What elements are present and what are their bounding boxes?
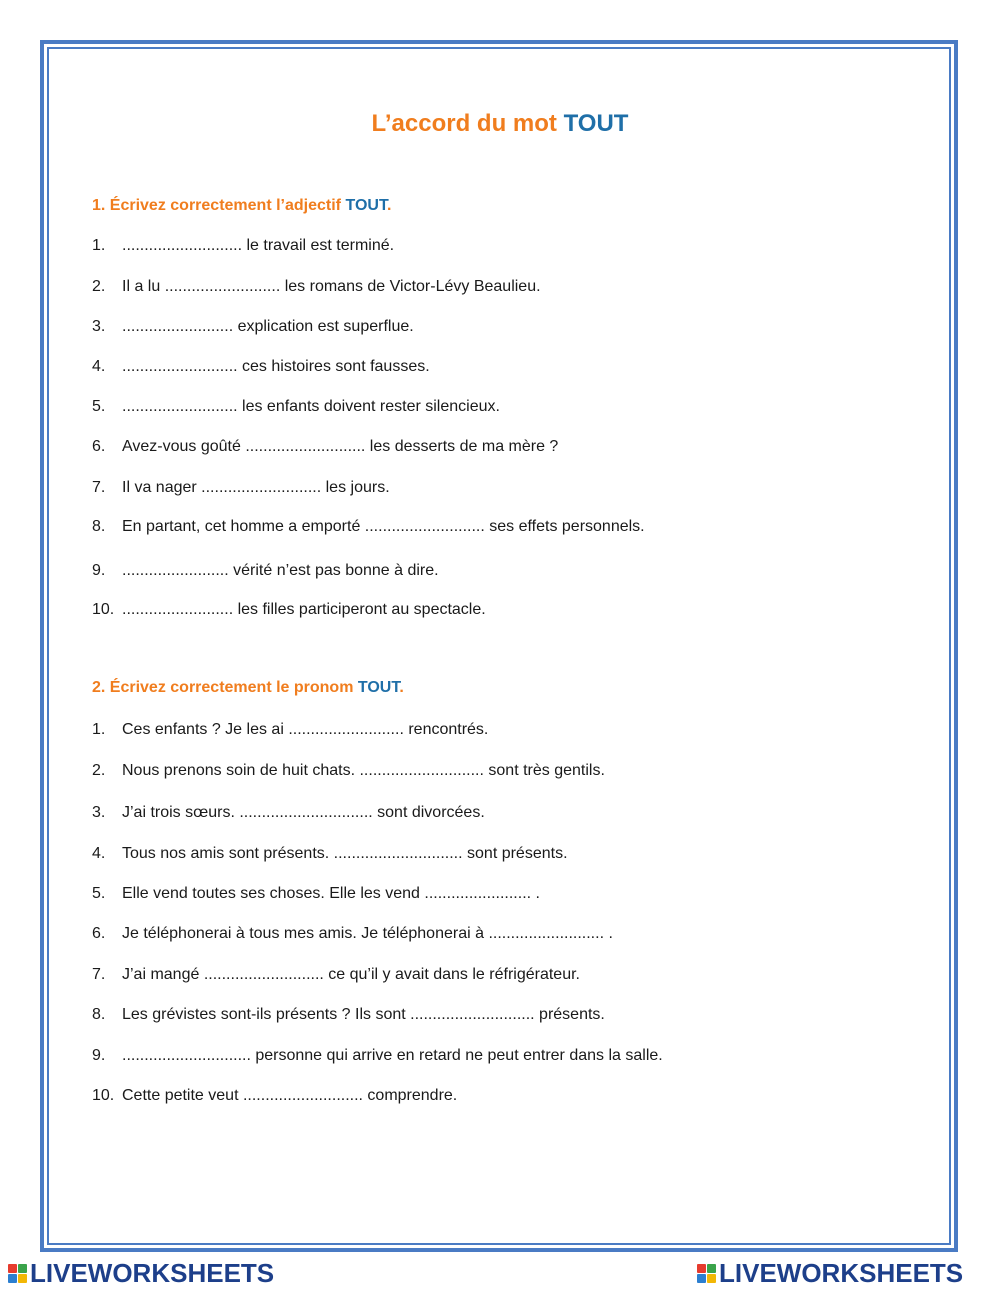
section1-heading-suffix: . bbox=[386, 197, 392, 214]
liveworksheets-mark-icon bbox=[697, 1264, 716, 1283]
item-number: 5. bbox=[92, 885, 106, 902]
item-number: 2. bbox=[92, 762, 106, 779]
item-text: Les grévistes sont-ils présents ? Ils sont ............................ présents. bbox=[122, 1006, 605, 1023]
exercise-item bbox=[92, 1046, 663, 1066]
item-text: Il va nager ........................... les jours. bbox=[122, 479, 390, 496]
item-text: J’ai mangé ........................... ce qu’il y avait dans le réfrigérateur. bbox=[122, 966, 580, 983]
exercise-item bbox=[92, 761, 605, 781]
exercise-item bbox=[92, 924, 613, 944]
item-text: Il a lu .......................... les romans de Victor-Lévy Beaulieu. bbox=[122, 278, 541, 295]
item-number: 6. bbox=[92, 925, 106, 942]
item-number: 2. bbox=[92, 278, 106, 295]
item-text: Nous prenons soin de huit chats. ............................ sont très gentils. bbox=[122, 762, 605, 779]
section2-heading-suffix: . bbox=[399, 679, 404, 696]
exercise-item bbox=[92, 884, 540, 904]
item-text: .......................... ces histoires sont fausses. bbox=[122, 358, 430, 375]
item-text: Avez-vous goûté ........................... les desserts de ma mère ? bbox=[122, 438, 559, 455]
item-text: ......................... explication est superflue. bbox=[122, 318, 414, 335]
item-text: J’ai trois sœurs. .............................. sont divorcées. bbox=[122, 804, 485, 821]
item-number: 1. bbox=[92, 721, 106, 738]
logo-text-right: LIVEWORKSHEETS bbox=[719, 1257, 964, 1288]
exercise-item bbox=[92, 357, 430, 377]
item-text: Cette petite veut ........................... comprendre. bbox=[122, 1087, 458, 1104]
item-text: .......................... les enfants doivent rester silencieux. bbox=[122, 398, 500, 415]
section2-heading bbox=[92, 679, 404, 697]
item-text: En partant, cet homme a emporté ........................... ses effets personnels. bbox=[122, 518, 645, 535]
item-text: ............................. personne qui arrive en retard ne peut entrer dans la salle. bbox=[122, 1047, 663, 1064]
section1-heading-highlight: TOUT bbox=[345, 197, 387, 214]
item-text: ........................... le travail est terminé. bbox=[122, 237, 395, 254]
item-number: 1. bbox=[92, 237, 106, 254]
item-text: Je téléphonerai à tous mes amis. Je téléphonerai à .......................... . bbox=[122, 925, 613, 942]
item-number: 8. bbox=[92, 1006, 106, 1023]
exercise-item bbox=[92, 965, 580, 985]
exercise-item bbox=[92, 1086, 457, 1106]
item-number: 4. bbox=[92, 845, 106, 862]
item-number: 7. bbox=[92, 966, 106, 983]
title-highlight: TOUT bbox=[563, 110, 629, 137]
section2-heading-highlight: TOUT bbox=[357, 679, 400, 696]
exercise-item bbox=[92, 1005, 605, 1025]
item-text: Ces enfants ? Je les ai .......................... rencontrés. bbox=[122, 721, 489, 738]
exercise-item bbox=[92, 317, 414, 337]
exercise-item bbox=[92, 720, 488, 740]
item-number: 3. bbox=[92, 318, 106, 335]
liveworksheets-logo-right bbox=[697, 1259, 963, 1287]
item-number: 8. bbox=[92, 518, 106, 535]
liveworksheets-logo-left bbox=[8, 1259, 274, 1287]
exercise-item bbox=[92, 437, 558, 457]
section1-heading bbox=[92, 197, 391, 215]
exercise-item bbox=[92, 236, 394, 256]
item-number: 10. bbox=[92, 1087, 115, 1104]
title-prefix: L’accord du mot bbox=[371, 110, 564, 137]
item-text: ......................... les filles participeront au spectacle. bbox=[122, 601, 486, 618]
item-text: ........................ vérité n’est pas bonne à dire. bbox=[122, 562, 439, 579]
item-text: Tous nos amis sont présents. ............................. sont présents. bbox=[122, 845, 568, 862]
exercise-item bbox=[92, 561, 439, 581]
exercise-item bbox=[92, 397, 500, 417]
exercise-item bbox=[92, 844, 568, 864]
item-number: 10. bbox=[92, 601, 115, 618]
section2-heading-prefix: 2. Écrivez correctement le pronom bbox=[92, 679, 358, 696]
item-number: 4. bbox=[92, 358, 106, 375]
item-number: 9. bbox=[92, 562, 106, 579]
exercise-item bbox=[92, 803, 485, 823]
item-text: Elle vend toutes ses choses. Elle les vend ........................ . bbox=[122, 885, 540, 902]
exercise-item bbox=[92, 277, 541, 297]
logo-text-left: LIVEWORKSHEETS bbox=[30, 1257, 275, 1288]
worksheet-title bbox=[0, 110, 1000, 138]
item-number: 7. bbox=[92, 479, 106, 496]
exercise-item bbox=[92, 478, 390, 498]
section1-heading-prefix: 1. Écrivez correctement l’adjectif bbox=[92, 197, 346, 214]
item-number: 6. bbox=[92, 438, 106, 455]
item-number: 9. bbox=[92, 1047, 106, 1064]
item-number: 5. bbox=[92, 398, 106, 415]
exercise-item bbox=[92, 600, 486, 620]
exercise-item bbox=[92, 517, 645, 537]
item-number: 3. bbox=[92, 804, 106, 821]
liveworksheets-mark-icon bbox=[8, 1264, 27, 1283]
